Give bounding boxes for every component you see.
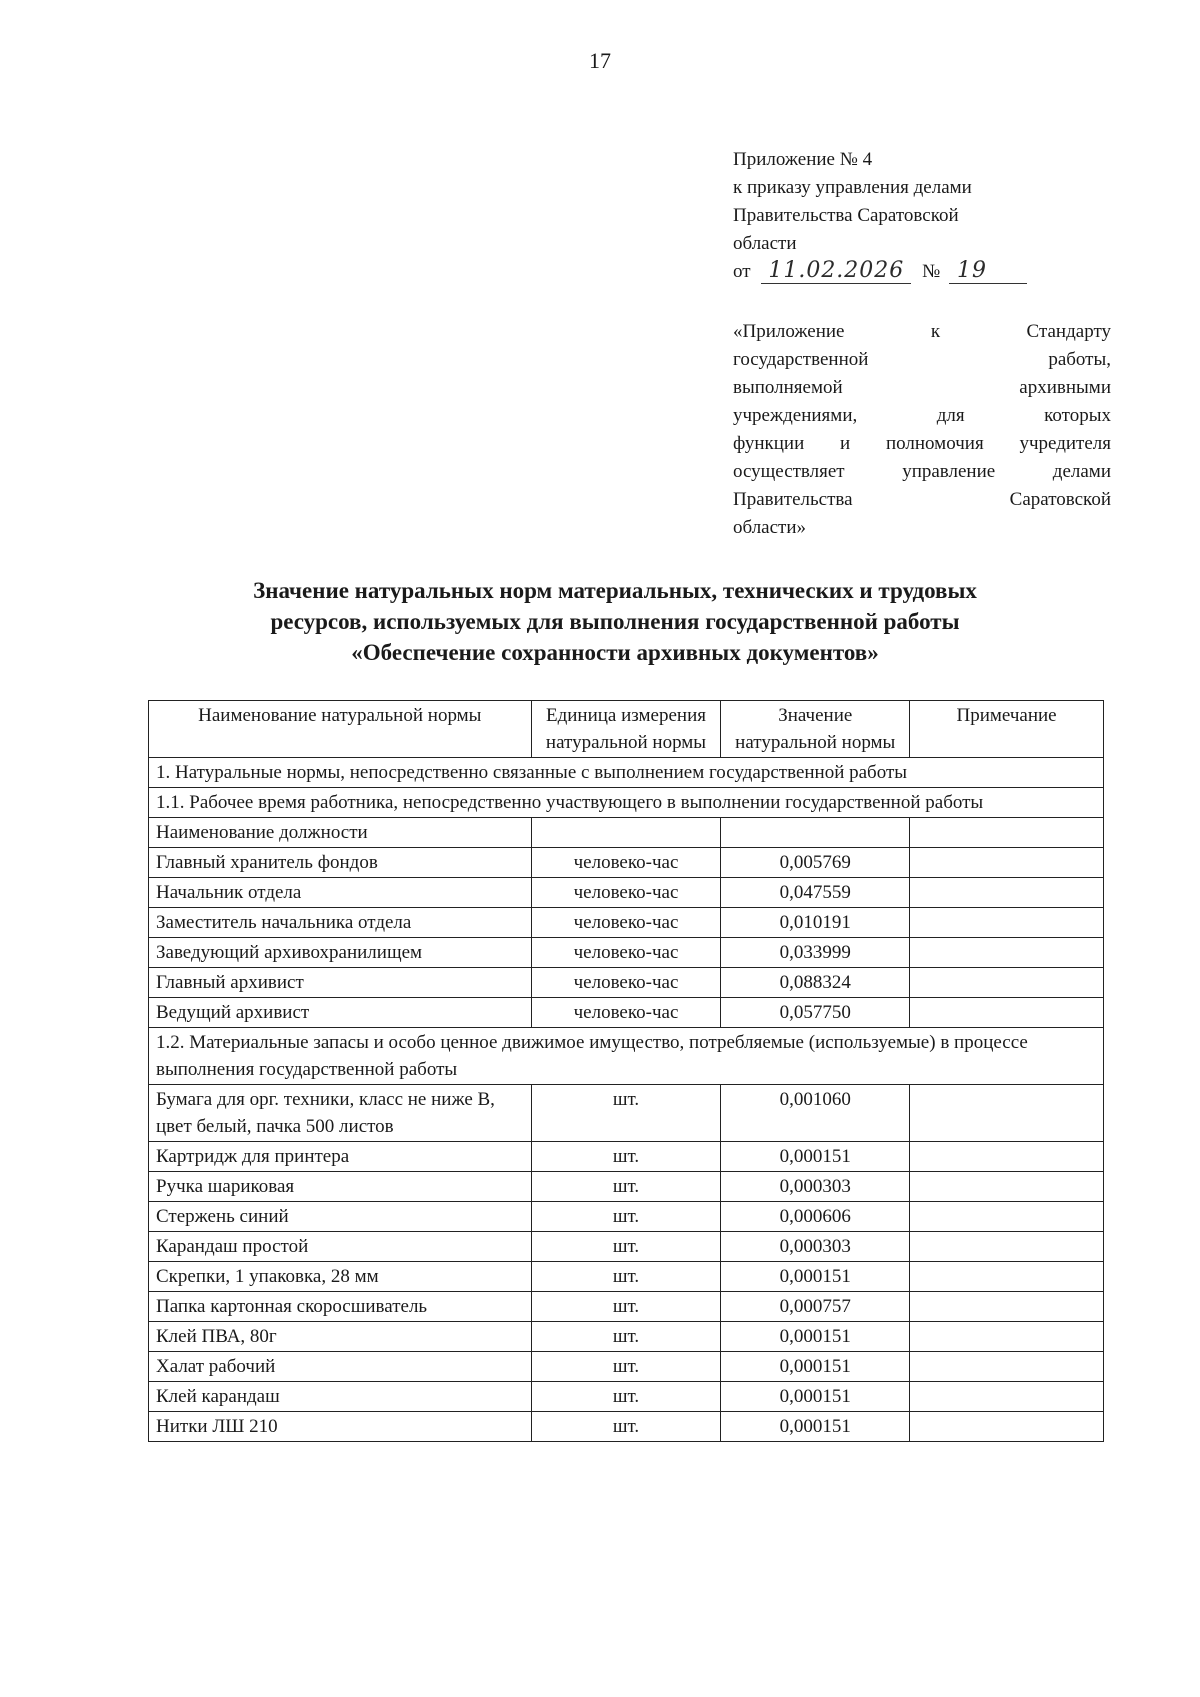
- heading-line-1: Значение натуральных норм материальных, технических и трудовых: [253, 578, 977, 603]
- row-unit: шт.: [531, 1085, 721, 1142]
- table-row: [149, 908, 1104, 938]
- empty-cell: [910, 818, 1104, 848]
- table-row: [149, 1382, 1104, 1412]
- table-row: [149, 1085, 1104, 1142]
- table-row: [149, 818, 1104, 848]
- row-unit: шт.: [531, 1262, 721, 1292]
- row-name: Ручка шариковая: [149, 1172, 532, 1202]
- quote-line: государственной работы,: [733, 349, 1111, 370]
- quote-line: функции и полномочия учредителя: [733, 433, 1111, 454]
- row-value: 0,000151: [721, 1352, 910, 1382]
- row-note: [910, 878, 1104, 908]
- row-note: [910, 1142, 1104, 1172]
- table-row: [149, 1262, 1104, 1292]
- table-row: [149, 1232, 1104, 1262]
- row-name: Бумага для орг. техники, класс не ниже В, цвет белый, пачка 500 листов: [149, 1085, 532, 1142]
- row-name: Халат рабочий: [149, 1352, 532, 1382]
- row-name: Главный архивист: [149, 968, 532, 998]
- row-note: [910, 1202, 1104, 1232]
- quote-line: осуществляет управление делами: [733, 461, 1111, 482]
- appendix-line-1: к приказу управления делами: [733, 177, 972, 198]
- row-value: 0,000151: [721, 1262, 910, 1292]
- row-unit: человеко-час: [531, 968, 721, 998]
- row-note: [910, 1382, 1104, 1412]
- appendix-block: [733, 146, 1033, 286]
- empty-cell: [721, 818, 910, 848]
- quote-line: Правительства Саратовской: [733, 489, 1111, 510]
- row-value: 0,000151: [721, 1142, 910, 1172]
- row-note: [910, 1232, 1104, 1262]
- handwritten-number: 19: [949, 259, 1027, 284]
- row-value: 0,005769: [721, 848, 910, 878]
- section-row: [149, 788, 1104, 818]
- table-row: [149, 1292, 1104, 1322]
- row-name: Папка картонная скоросшиватель: [149, 1292, 532, 1322]
- row-value: 0,088324: [721, 968, 910, 998]
- row-value: 0,057750: [721, 998, 910, 1028]
- row-value: 0,001060: [721, 1085, 910, 1142]
- table-row: [149, 968, 1104, 998]
- row-name: Скрепки, 1 упаковка, 28 мм: [149, 1262, 532, 1292]
- row-value: 0,000151: [721, 1412, 910, 1442]
- quote-line: выполняемой архивными: [733, 377, 1111, 398]
- row-unit: шт.: [531, 1142, 721, 1172]
- row-unit: человеко-час: [531, 848, 721, 878]
- table-row: [149, 1412, 1104, 1442]
- page-number: 17: [589, 48, 611, 73]
- number-label: №: [922, 261, 941, 282]
- row-name: Картридж для принтера: [149, 1142, 532, 1172]
- row-note: [910, 908, 1104, 938]
- section-row: [149, 758, 1104, 788]
- header-name: Наименование натуральной нормы: [149, 701, 532, 758]
- date-prefix: от: [733, 261, 751, 282]
- row-note: [910, 1352, 1104, 1382]
- row-name: Заведующий архивохранилищем: [149, 938, 532, 968]
- table-row: [149, 848, 1104, 878]
- row-name: Главный хранитель фондов: [149, 848, 532, 878]
- row-note: [910, 1172, 1104, 1202]
- section-row: [149, 1028, 1104, 1085]
- row-name: Нитки ЛШ 210: [149, 1412, 532, 1442]
- row-value: 0,010191: [721, 908, 910, 938]
- header-note: Примечание: [910, 701, 1104, 758]
- row-name: Карандаш простой: [149, 1232, 532, 1262]
- appendix-title: Приложение № 4: [733, 149, 873, 170]
- row-unit: шт.: [531, 1412, 721, 1442]
- row-note: [910, 1292, 1104, 1322]
- header-unit: Единица измерения натуральной нормы: [531, 701, 721, 758]
- heading-line-3: «Обеспечение сохранности архивных документов»: [351, 640, 879, 665]
- position-header: Наименование должности: [149, 818, 532, 848]
- row-unit: шт.: [531, 1382, 721, 1412]
- row-note: [910, 998, 1104, 1028]
- row-unit: человеко-час: [531, 878, 721, 908]
- row-unit: человеко-час: [531, 938, 721, 968]
- row-unit: шт.: [531, 1292, 721, 1322]
- row-note: [910, 1322, 1104, 1352]
- row-value: 0,033999: [721, 938, 910, 968]
- row-note: [910, 848, 1104, 878]
- table-row: [149, 1172, 1104, 1202]
- row-name: Стержень синий: [149, 1202, 532, 1232]
- row-name: Клей карандаш: [149, 1382, 532, 1412]
- row-note: [910, 938, 1104, 968]
- row-unit: человеко-час: [531, 908, 721, 938]
- empty-cell: [531, 818, 721, 848]
- row-value: 0,000303: [721, 1232, 910, 1262]
- section-1-1: 1.1. Рабочее время работника, непосредственно участвующего в выполнении государственной работы: [149, 788, 1104, 818]
- table-row: [149, 1142, 1104, 1172]
- row-note: [910, 1262, 1104, 1292]
- table-header-row: [149, 701, 1104, 758]
- table-row: [149, 878, 1104, 908]
- quote-line: «Приложение к Стандарту: [733, 321, 1111, 342]
- quote-line: учреждениями, для которых: [733, 405, 1111, 426]
- header-value: Значение натуральной нормы: [721, 701, 910, 758]
- row-note: [910, 968, 1104, 998]
- document-heading: [150, 575, 1080, 668]
- row-value: 0,000151: [721, 1322, 910, 1352]
- row-value: 0,047559: [721, 878, 910, 908]
- appendix-date-line: [733, 258, 1033, 286]
- row-unit: шт.: [531, 1322, 721, 1352]
- table-row: [149, 938, 1104, 968]
- handwritten-date: 11.02.2026: [761, 259, 911, 284]
- row-unit: шт.: [531, 1232, 721, 1262]
- row-unit: шт.: [531, 1202, 721, 1232]
- heading-line-2: ресурсов, используемых для выполнения государственной работы: [270, 609, 960, 634]
- section-1-2: 1.2. Материальные запасы и особо ценное движимое имущество, потребляемые (используемые) в процессе выполнения государственной работы: [149, 1028, 1104, 1085]
- row-value: 0,000606: [721, 1202, 910, 1232]
- row-note: [910, 1412, 1104, 1442]
- row-value: 0,000303: [721, 1172, 910, 1202]
- appendix-line-3: области: [733, 233, 797, 254]
- row-name: Ведущий архивист: [149, 998, 532, 1028]
- table-row: [149, 1322, 1104, 1352]
- section-1: 1. Натуральные нормы, непосредственно связанные с выполнением государственной работы: [149, 758, 1104, 788]
- appendix-line-2: Правительства Саратовской: [733, 205, 959, 226]
- row-note: [910, 1085, 1104, 1142]
- row-name: Начальник отдела: [149, 878, 532, 908]
- table-row: [149, 1202, 1104, 1232]
- row-value: 0,000757: [721, 1292, 910, 1322]
- standard-reference-block: [733, 318, 1111, 542]
- norms-table: [148, 700, 1104, 1442]
- quote-line: области»: [733, 517, 807, 538]
- table-row: [149, 998, 1104, 1028]
- row-unit: человеко-час: [531, 998, 721, 1028]
- row-unit: шт.: [531, 1352, 721, 1382]
- table-row: [149, 1352, 1104, 1382]
- row-name: Заместитель начальника отдела: [149, 908, 532, 938]
- row-value: 0,000151: [721, 1382, 910, 1412]
- row-name: Клей ПВА, 80г: [149, 1322, 532, 1352]
- row-unit: шт.: [531, 1172, 721, 1202]
